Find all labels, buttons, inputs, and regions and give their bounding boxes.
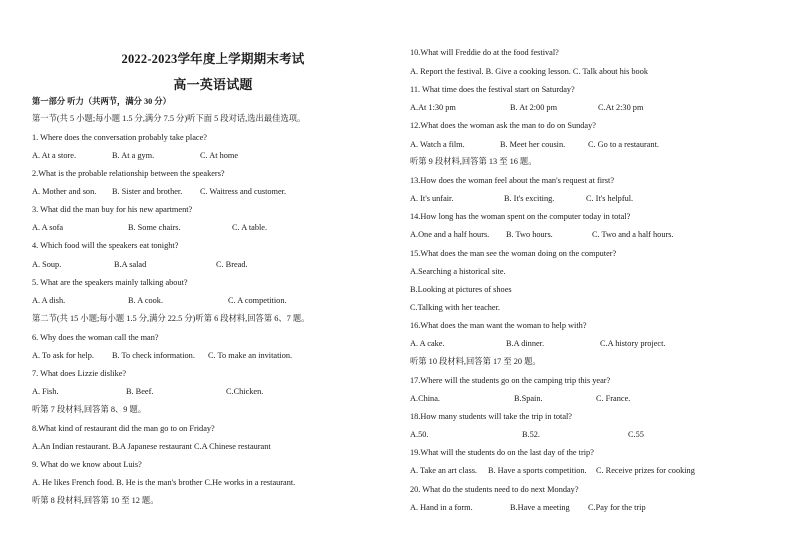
question-8-options: A.An Indian restaurant. B.A Japanese restaurant C.A Chinese restaurant <box>32 442 271 451</box>
option-a: A. It's unfair. <box>410 194 454 203</box>
passage-7-instructions: 听第 7 段材料,回答第 8、9 题。 <box>32 405 147 414</box>
option-b: B.Looking at pictures of shoes <box>410 285 512 294</box>
option-c: C.Talking with her teacher. <box>410 303 500 312</box>
question-1: 1. Where does the conversation probably take place? <box>32 133 207 142</box>
option-a: A. Take an art class. <box>410 466 477 475</box>
option-b: B. It's exciting. <box>504 194 555 203</box>
section1-instructions: 第一节(共 5 小题;每小题 1.5 分,满分 7.5 分)听下面 5 段对话,选出最佳选项。 <box>32 114 306 123</box>
option-c: C. It's helpful. <box>586 194 634 203</box>
question-14: 14.How long has the woman spent on the computer today in total? <box>410 212 631 221</box>
option-b: B. Some chairs. <box>128 223 181 232</box>
question-9: 9. What do we know about Luis? <box>32 460 142 469</box>
question-7: 7. What does Lizzie dislike? <box>32 369 127 378</box>
exam-subtitle: 高一英语试题 <box>173 77 253 92</box>
option-b: B. At a gym. <box>112 151 155 160</box>
option-b: B. Meet her cousin. <box>500 140 566 149</box>
option-a: A.50. <box>410 430 429 439</box>
option-c: C. At home <box>200 151 239 160</box>
question-11: 11. What time does the festival start on Saturday? <box>410 85 575 94</box>
option-a: A. A dish. <box>32 296 66 305</box>
option-a: A. Hand in a form. <box>410 503 473 512</box>
option-c: C. Bread. <box>216 260 248 269</box>
option-a: A. Fish. <box>32 387 59 396</box>
option-a: A.Searching a historical site. <box>410 267 506 276</box>
question-10-options: A. Report the festival. B. Give a cooking lesson. C. Talk about his book <box>410 67 649 76</box>
option-c: C. To make an invitation. <box>208 351 293 360</box>
part-heading: 第一部分 听力（共两节，满分 30 分） <box>32 97 171 106</box>
question-20: 20. What do the students need to do next Monday? <box>410 485 579 494</box>
right-column <box>410 0 782 560</box>
option-c: C. A table. <box>232 223 268 232</box>
option-b: B.Spain. <box>514 394 543 403</box>
option-c: C. Two and a half hours. <box>592 230 674 239</box>
option-c: C. Go to a restaurant. <box>588 140 659 149</box>
option-c: C.Chicken. <box>226 387 264 396</box>
option-a: A.China. <box>410 394 440 403</box>
question-12: 12.What does the woman ask the man to do on Sunday? <box>410 121 596 130</box>
question-6: 6. Why does the woman call the man? <box>32 333 159 342</box>
option-b: B. Sister and brother. <box>112 187 183 196</box>
question-16: 16.What does the man want the woman to help with? <box>410 321 587 330</box>
option-c: C.At 2:30 pm <box>598 103 644 112</box>
option-a: A.At 1:30 pm <box>410 103 456 112</box>
option-c: C. A competition. <box>228 296 287 305</box>
option-a: A. Mother and son. <box>32 187 97 196</box>
option-b: B. Have a sports competition. <box>488 466 587 475</box>
question-17: 17.Where will the students go on the camping trip this year? <box>410 376 611 385</box>
question-3: 3. What did the man buy for his new apartment? <box>32 205 193 214</box>
question-10: 10.What will Freddie do at the food festival? <box>410 48 559 57</box>
option-a: A. A cake. <box>410 339 445 348</box>
section2-instructions: 第二节(共 15 小题;每小题 1.5 分,满分 22.5 分)听第 6 段材料,回答第 6、7 题。 <box>32 314 310 323</box>
option-c: C.55 <box>628 430 644 439</box>
option-b: B.Have a meeting <box>510 503 570 512</box>
option-a: A.One and a half hours. <box>410 230 490 239</box>
question-13: 13.How does the woman feel about the man's request at first? <box>410 176 615 185</box>
option-b: B. To check information. <box>112 351 195 360</box>
passage-9-instructions: 听第 9 段材料,回答第 13 至 16 题。 <box>410 157 537 166</box>
question-9-options: A. He likes French food. B. He is the man's brother C.He works in a restaurant. <box>32 478 296 487</box>
option-c: C. Receive prizes for cooking <box>596 466 695 475</box>
option-a: A. Soup. <box>32 260 62 269</box>
question-15: 15.What does the man see the woman doing on the computer? <box>410 249 617 258</box>
option-b: B. Beef. <box>126 387 154 396</box>
option-c: C.A history project. <box>600 339 666 348</box>
option-b: B. A cook. <box>128 296 164 305</box>
question-19: 19.What will the students do on the last day of the trip? <box>410 448 594 457</box>
question-8: 8.What kind of restaurant did the man go to on Friday? <box>32 424 215 433</box>
option-b: B. At 2:00 pm <box>510 103 558 112</box>
option-b: B.52. <box>522 430 540 439</box>
left-column <box>32 0 394 560</box>
passage-8-instructions: 听第 8 段材料,回答第 10 至 12 题。 <box>32 496 159 505</box>
option-b: B.A salad <box>114 260 147 269</box>
question-18: 18.How many students will take the trip in total? <box>410 412 572 421</box>
option-b: B. Two hours. <box>506 230 553 239</box>
question-5: 5. What are the speakers mainly talking about? <box>32 278 188 287</box>
option-a: A. To ask for help. <box>32 351 94 360</box>
option-c: C.Pay for the trip <box>588 503 646 512</box>
passage-10-instructions: 听第 10 段材料,回答第 17 至 20 题。 <box>410 357 541 366</box>
question-4: 4. Which food will the speakers eat tonight? <box>32 241 179 250</box>
option-b: B.A dinner. <box>506 339 545 348</box>
option-c: C. France. <box>596 394 631 403</box>
option-a: A. At a store. <box>32 151 77 160</box>
option-a: A. A sofa <box>32 223 64 232</box>
option-a: A. Watch a film. <box>410 140 465 149</box>
option-c: C. Waitress and customer. <box>200 187 287 196</box>
question-2: 2.What is the probable relationship between the speakers? <box>32 169 225 178</box>
exam-title: 2022-2023学年度上学期期末考试 <box>121 52 305 66</box>
